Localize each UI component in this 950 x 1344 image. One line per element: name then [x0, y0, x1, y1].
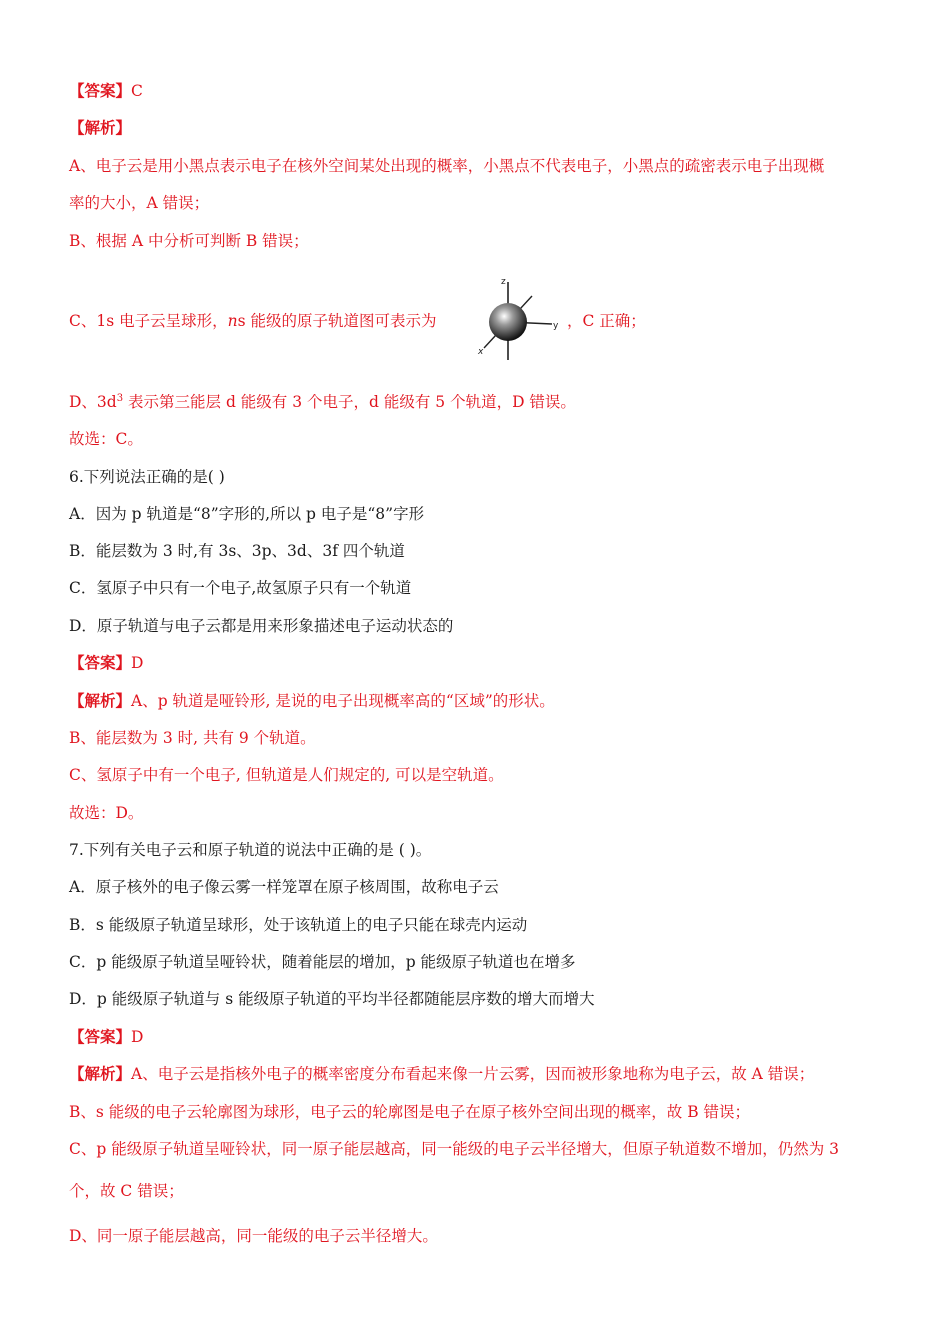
- z-label: z: [501, 277, 506, 287]
- analysis-heading: [69, 117, 131, 139]
- analysis-a-line-1: A、电子云是用小黑点表示电子在核外空间某处出现的概率，小黑点不代表电子，小黑点的疏密表示电子出现概: [69, 157, 825, 175]
- answer-tag: 【答案】: [69, 653, 132, 672]
- question-7-analysis-c-1: C、p 能级原子轨道呈哑铃状，同一原子能层越高，同一能级的电子云半径增大，但原子轨道数不增加，仍然为 3: [69, 1140, 840, 1158]
- answer-tag: 【答案】: [69, 81, 132, 100]
- question-7-answer-line: [69, 1026, 143, 1048]
- analysis-d-sup: 3: [116, 393, 124, 404]
- s-orbital-figure: [470, 272, 562, 364]
- analysis-a-line-2: 率的大小，A 错误；: [69, 194, 210, 212]
- question-6-stem: 6.下列说法正确的是( ): [69, 468, 225, 486]
- question-7-stem: 7.下列有关电子云和原子轨道的说法中正确的是 ( )。: [69, 841, 432, 859]
- question-6-option-b: B．能层数为 3 时,有 3s、3p、3d、3f 四个轨道: [69, 542, 405, 560]
- answer-value: D: [131, 654, 144, 672]
- question-6-answer-line: [69, 652, 143, 674]
- question-7-option-a: A．原子核外的电子像云雾一样笼罩在原子核周围，故称电子云: [69, 878, 499, 896]
- analysis-c-prefix: C、1s 电子云呈球形，: [69, 312, 228, 330]
- analysis-text: A、电子云是指核外电子的概率密度分布看起来像一片云雾，因而被形象地称为电子云，故 A 错误；: [131, 1065, 815, 1083]
- question-7-analysis-a: [69, 1063, 814, 1085]
- choice-line: 故选：C。: [69, 430, 143, 448]
- analysis-tag: 【解析】: [69, 691, 132, 710]
- y-label: y: [553, 321, 559, 331]
- question-6-option-a: A．因为 p 轨道是“8”字形的,所以 p 电子是“8”字形: [69, 505, 425, 523]
- analysis-tag: 【解析】: [69, 118, 132, 137]
- analysis-d-line: [69, 391, 576, 413]
- analysis-b-line: B、根据 A 中分析可判断 B 错误；: [69, 232, 309, 250]
- answer-value: D: [131, 1028, 144, 1046]
- analysis-d-prefix: D、3d: [69, 393, 117, 411]
- answer-line: [69, 80, 143, 102]
- analysis-c-middle: s 能级的原子轨道图可表示为: [237, 312, 437, 330]
- question-7-option-d: D．p 能级原子轨道与 s 能级原子轨道的平均半径都随能层序数的增大而增大: [69, 990, 595, 1008]
- question-7-analysis-c-2: 个，故 C 错误；: [69, 1182, 184, 1200]
- sphere: [489, 303, 527, 341]
- analysis-c-line: [69, 310, 436, 332]
- question-7-analysis-b: B、s 能级的电子云轮廓图为球形，电子云的轮廓图是电子在原子核外空间出现的概率，故 B 错误；: [69, 1103, 751, 1121]
- analysis-tag: 【解析】: [69, 1064, 132, 1083]
- analysis-text: A、p 轨道是哑铃形, 是说的电子出现概率高的“区域”的形状。: [131, 692, 555, 710]
- question-7-option-c: C．p 能级原子轨道呈哑铃状，随着能层的增加，p 能级原子轨道也在增多: [69, 953, 576, 971]
- question-7-analysis-d: D、同一原子能层越高，同一能级的电子云半径增大。: [69, 1227, 438, 1245]
- analysis-c-suffix: ，C 正确；: [567, 312, 646, 330]
- analysis-d-suffix: 表示第三能层 d 能级有 3 个电子，d 能级有 5 个轨道，D 错误。: [123, 393, 576, 411]
- question-6-option-c: C．氢原子中只有一个电子,故氢原子只有一个轨道: [69, 579, 412, 597]
- answer-tag: 【答案】: [69, 1027, 132, 1046]
- question-6-choice: 故选：D。: [69, 804, 144, 822]
- question-6-option-d: D．原子轨道与电子云都是用来形象描述电子运动状态的: [69, 617, 454, 635]
- question-6-analysis-a: [69, 690, 555, 712]
- analysis-c-n: n: [227, 312, 238, 330]
- question-7-option-b: B．s 能级原子轨道呈球形，处于该轨道上的电子只能在球壳内运动: [69, 916, 528, 934]
- x-label: x: [478, 347, 484, 357]
- question-6-analysis-b: B、能层数为 3 时, 共有 9 个轨道。: [69, 729, 316, 747]
- answer-value: C: [131, 82, 143, 100]
- question-6-analysis-c: C、氢原子中有一个电子, 但轨道是人们规定的, 可以是空轨道。: [69, 766, 504, 784]
